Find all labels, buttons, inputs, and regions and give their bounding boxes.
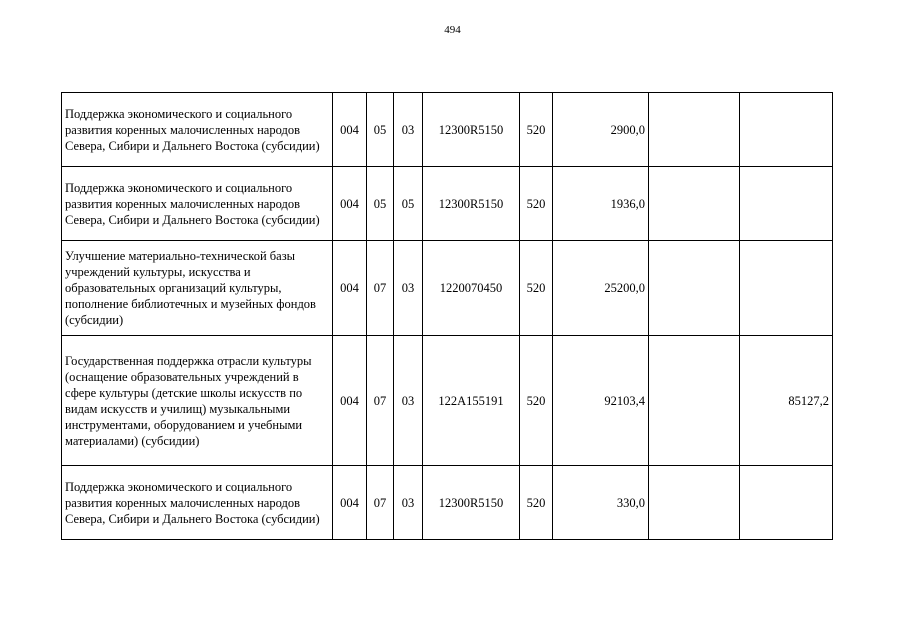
target-article-cell: 122A155191 (423, 336, 520, 466)
expense-name-cell: Поддержка экономического и социального развития коренных малочисленных народов Севера, Сибири и Дальнего Востока (субсидии) (62, 93, 333, 167)
section-code-cell: 05 (367, 93, 394, 167)
ministry-code-cell: 004 (333, 466, 367, 540)
amount-cell: 2900,0 (553, 93, 649, 167)
page-number: 494 (444, 24, 461, 36)
expense-type-cell: 520 (520, 241, 553, 336)
expense-name-cell: Поддержка экономического и социального развития коренных малочисленных народов Севера, Сибири и Дальнего Востока (субсидии) (62, 167, 333, 241)
ministry-code-cell: 004 (333, 167, 367, 241)
amount2-cell (649, 466, 740, 540)
amount-cell: 25200,0 (553, 241, 649, 336)
table-row (62, 466, 833, 540)
expense-type-cell: 520 (520, 167, 553, 241)
subsection-code-cell: 03 (394, 466, 423, 540)
ministry-code-cell: 004 (333, 241, 367, 336)
amount-cell: 1936,0 (553, 167, 649, 241)
amount2-cell (649, 167, 740, 241)
target-article-cell: 1220070450 (423, 241, 520, 336)
amount3-cell (740, 241, 833, 336)
amount-cell: 92103,4 (553, 336, 649, 466)
amount3-cell (740, 466, 833, 540)
target-article-cell: 12300R5150 (423, 167, 520, 241)
table-row (62, 167, 833, 241)
amount3-cell (740, 93, 833, 167)
expense-name-cell: Государственная поддержка отрасли культуры (оснащение образовательных учреждений в сфере культуры (детские школы искусств по видам искусств и училищ) музыкальными инструментами, оборудованием и учебными материалами) (субсидии) (62, 336, 333, 466)
target-article-cell: 12300R5150 (423, 466, 520, 540)
subsection-code-cell: 03 (394, 241, 423, 336)
amount2-cell (649, 241, 740, 336)
expense-type-cell: 520 (520, 93, 553, 167)
budget-table (61, 92, 833, 540)
section-code-cell: 07 (367, 241, 394, 336)
expense-type-cell: 520 (520, 336, 553, 466)
amount3-cell: 85127,2 (740, 336, 833, 466)
subsection-code-cell: 05 (394, 167, 423, 241)
expense-type-cell: 520 (520, 466, 553, 540)
expense-name-cell: Поддержка экономического и социального развития коренных малочисленных народов Севера, Сибири и Дальнего Востока (субсидии) (62, 466, 333, 540)
table-row (62, 336, 833, 466)
subsection-code-cell: 03 (394, 336, 423, 466)
ministry-code-cell: 004 (333, 336, 367, 466)
section-code-cell: 05 (367, 167, 394, 241)
table-row (62, 93, 833, 167)
section-code-cell: 07 (367, 466, 394, 540)
expense-name-cell: Улучшение материально-технической базы учреждений культуры, искусства и образовательных организаций культуры, пополнение библиотечных и музейных фондов (субсидии) (62, 241, 333, 336)
subsection-code-cell: 03 (394, 93, 423, 167)
target-article-cell: 12300R5150 (423, 93, 520, 167)
amount2-cell (649, 336, 740, 466)
table-row (62, 241, 833, 336)
ministry-code-cell: 004 (333, 93, 367, 167)
amount3-cell (740, 167, 833, 241)
section-code-cell: 07 (367, 336, 394, 466)
amount-cell: 330,0 (553, 466, 649, 540)
amount2-cell (649, 93, 740, 167)
